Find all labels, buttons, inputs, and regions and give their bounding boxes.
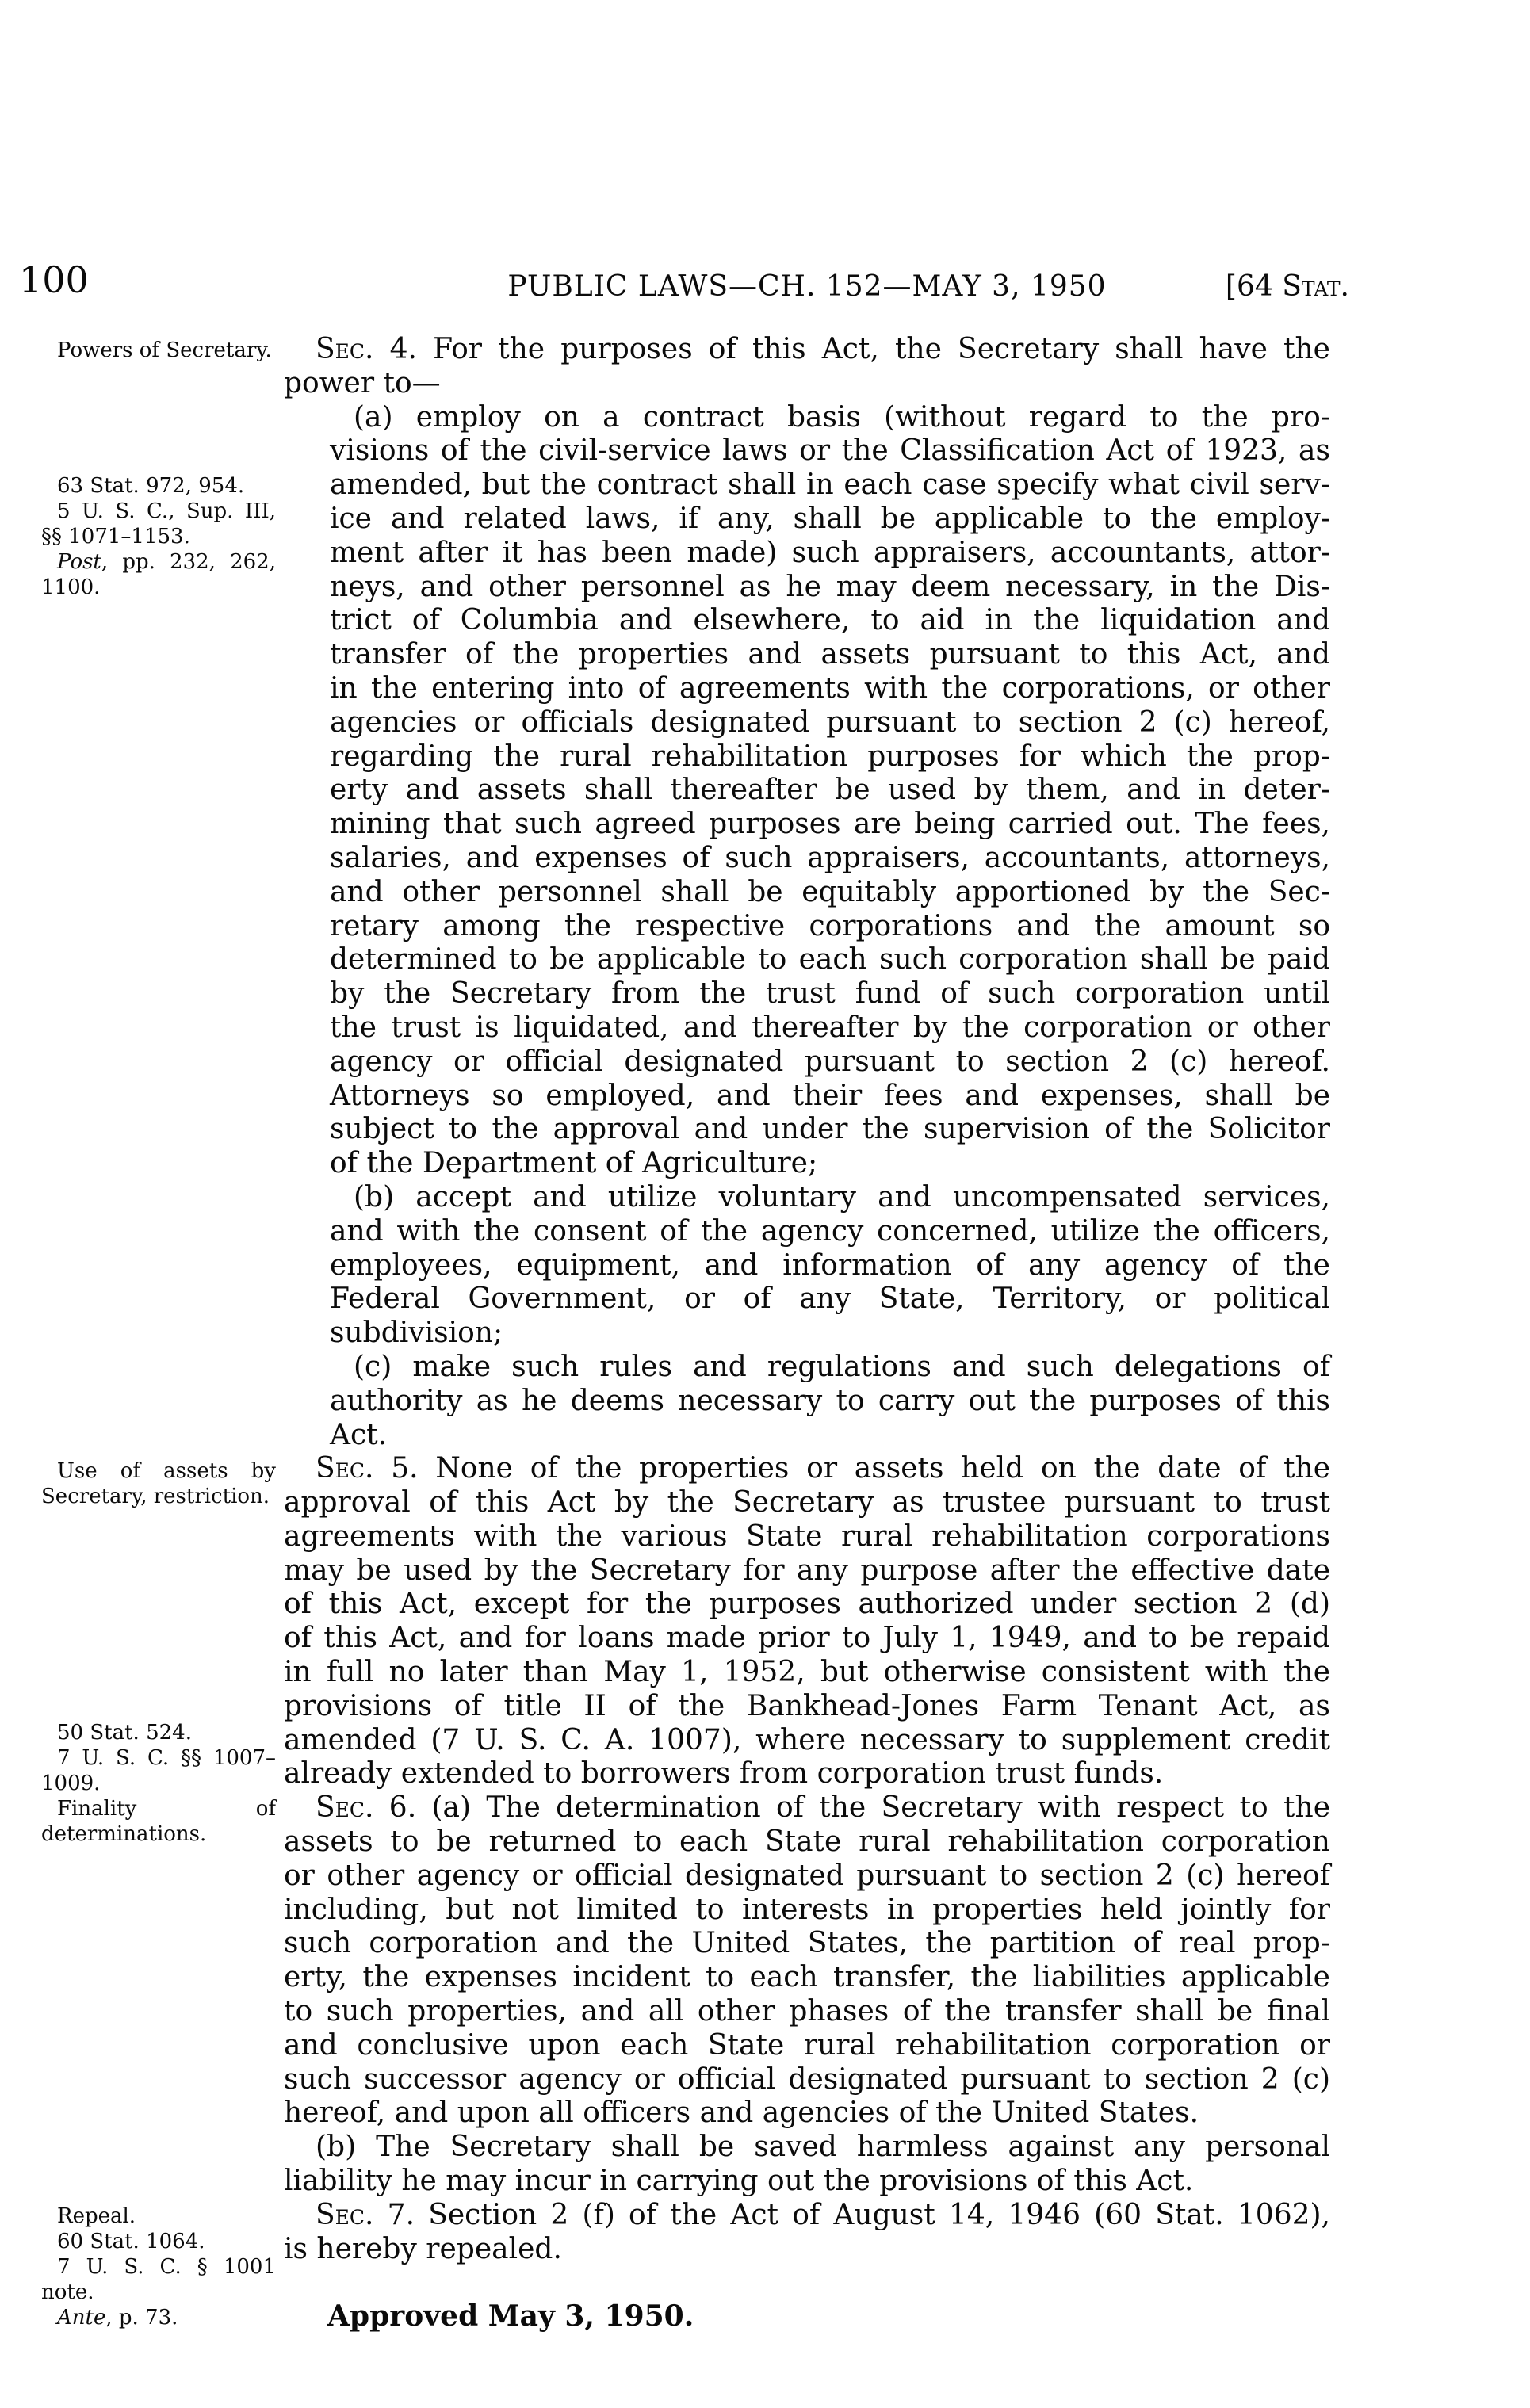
text-line: of this Act, and for loans made prior to July 1, 1949, and to be repaid — [284, 1622, 1330, 1655]
text-line: transfer of the properties and assets pursuant to this Act, and — [330, 638, 1330, 671]
text-line: employees, equipment, and information of any agency of the — [330, 1248, 1330, 1282]
text-line: determined to be applicable to each such corporation shall be paid — [330, 943, 1330, 977]
margin-note-text: 63 Stat. 972, 954. — [57, 474, 245, 498]
stat-volume-citation: [64 Stat. — [1225, 270, 1349, 303]
text-line: to such properties, and all other phases of the transfer shall be final — [284, 1995, 1330, 2028]
margin-note-paragraph — [41, 2204, 276, 2229]
margin-note-text: Repeal. — [57, 2204, 136, 2228]
section-4-clause-b — [330, 1181, 1330, 1351]
text-line: salaries, and expenses of such appraisers, accountants, attorneys, — [330, 841, 1330, 874]
margin-note-text: Finality of determinations. — [41, 1797, 276, 1846]
text-line: subject to the approval and under the supervision of the Solicitor — [330, 1113, 1330, 1146]
text-line: authority as he deems necessary to carry out the purposes of this — [330, 1384, 1330, 1417]
text-line: ment after it has been made) such appraisers, accountants, attor- — [330, 536, 1330, 569]
margin-note-text: Use of assets by Secretary, restriction. — [41, 1459, 276, 1508]
text-line: Sec. 6. (a) The determination of the Secretary with respect to the — [316, 1791, 1330, 1825]
section-label: Sec. — [316, 1452, 374, 1485]
text-line: erty, the expenses incident to each transfer, the liabilities applicable — [284, 1961, 1330, 1994]
text-line: neys, and other personnel as he may deem necessary, in the Dis- — [330, 570, 1330, 603]
text-line: by the Secretary from the trust fund of such corporation until — [330, 977, 1330, 1011]
margin-note-text: , p. 73. — [105, 2306, 178, 2330]
margin-note-lead: Ante — [57, 2306, 106, 2330]
margin-note-text: 7 U. S. C. § 1001 note. — [41, 2255, 276, 2304]
section-7 — [284, 2199, 1330, 2267]
text-line: regarding the rural rehabilitation purposes for which the prop- — [330, 740, 1330, 773]
section-4-intro — [284, 333, 1330, 401]
text-line: Sec. 7. Section 2 (f) of the Act of August 14, 1946 (60 Stat. 1062), — [316, 2198, 1330, 2231]
section-label: Sec. — [316, 333, 374, 365]
text-line: visions of the civil-service laws or the Classification Act of 1923, as — [330, 434, 1330, 468]
margin-note-paragraph — [41, 338, 276, 363]
margin-note-text: 60 Stat. 1064. — [57, 2230, 205, 2253]
text-line: in the entering into of agreements with the corporations, or other — [330, 671, 1330, 705]
section-label: Sec. — [316, 1791, 374, 1825]
text-line: such successor agency or official designated pursuant to section 2 (c) — [284, 2062, 1330, 2096]
text-line: (c) make such rules and regulations and such delegations of — [354, 1350, 1330, 1383]
text-line: power to— — [284, 366, 441, 399]
margin-note-paragraph — [41, 1720, 276, 1745]
text-line: hereof, and upon all officers and agencies of the United States. — [284, 2096, 1199, 2130]
text-line: assets to be returned to each State rural rehabilitation corporation — [284, 1825, 1330, 1859]
text-line: and with the consent of the agency concerned, utilize the officers, — [330, 1214, 1330, 1248]
margin-note-lead: Post — [57, 550, 101, 574]
text-line: agency or official designated pursuant to section 2 (c) hereof. — [330, 1045, 1330, 1078]
text-line: liability he may incur in carrying out the provisions of this Act. — [284, 2165, 1194, 2198]
margin-note-text: 7 U. S. C. §§ 1007–1009. — [41, 1746, 276, 1795]
text-line: and other personnel shall be equitably apportioned by the Sec- — [330, 875, 1330, 908]
margin-note-powers-of-secretary — [41, 338, 276, 363]
margin-note-statute-citations-sec4 — [41, 473, 276, 600]
text-line: ice and related laws, if any, shall be applicable to the employ- — [330, 502, 1330, 535]
text-line: and conclusive upon each State rural rehabilitation corporation or — [284, 2028, 1330, 2062]
section-4-clause-c — [330, 1351, 1330, 1452]
margin-note-text: Powers of Secretary. — [57, 338, 272, 362]
text-line: agreements with the various State rural rehabilitation corporations — [284, 1519, 1330, 1553]
page-number: 100 — [19, 258, 89, 301]
margin-note-use-of-assets — [41, 1458, 276, 1509]
margin-note-paragraph — [41, 2254, 276, 2305]
text-line: amended, but the contract shall in each case specify what civil serv- — [330, 468, 1330, 502]
text-line: Sec. 4. For the purposes of this Act, the Secretary shall have the — [316, 333, 1330, 365]
margin-note-repeal — [41, 2204, 276, 2330]
margin-note-paragraph — [41, 1796, 276, 1847]
text-line: of the Department of Agriculture; — [330, 1147, 818, 1180]
text-line: provisions of title II of the Bankhead-Jones Farm Tenant Act, as — [284, 1689, 1330, 1722]
text-line: trict of Columbia and elsewhere, to aid in the liquidation and — [330, 604, 1330, 637]
text-line: (a) employ on a contract basis (without regard to the pro- — [354, 400, 1330, 434]
statute-body — [284, 333, 1330, 2333]
text-line: mining that such agreed purposes are being carried out. The fees, — [330, 808, 1330, 841]
approval-line: Approved May 3, 1950. — [327, 2299, 694, 2333]
text-line: (b) The Secretary shall be saved harmless against any personal — [316, 2131, 1330, 2164]
text-line: already extended to borrowers from corporation trust funds. — [284, 1757, 1164, 1791]
section-5 — [284, 1452, 1330, 1791]
text-line: approval of this Act by the Secretary as trustee pursuant to trust — [284, 1486, 1330, 1519]
text-line: retary among the respective corporations and the amount so — [330, 909, 1330, 942]
text-line: in full no later than May 1, 1952, but otherwise consistent with the — [284, 1656, 1330, 1689]
margin-note-paragraph — [41, 1458, 276, 1509]
margin-note-text: 5 U. S. C., Sup. III, §§ 1071–1153. — [41, 499, 276, 548]
margin-note-statute-citations-sec5-and-finality — [41, 1720, 276, 1847]
text-line: amended (7 U. S. C. A. 1007), where necessary to supplement credit — [284, 1723, 1330, 1756]
text-line: erty and assets shall thereafter be used by them, and in deter- — [330, 774, 1330, 807]
running-head-title: PUBLIC LAWS—CH. 152—MAY 3, 1950 — [507, 270, 1107, 303]
text-line: subdivision; — [330, 1317, 503, 1350]
section-6-clause-a — [284, 1791, 1330, 2131]
section-6-clause-b — [284, 2131, 1330, 2199]
margin-note-paragraph — [41, 2305, 276, 2330]
margin-note-paragraph — [41, 549, 276, 600]
margin-note-paragraph — [41, 499, 276, 549]
margin-note-paragraph — [41, 2229, 276, 2254]
text-line: of this Act, except for the purposes authorized under section 2 (d) — [284, 1588, 1330, 1621]
text-line: or other agency or official designated pursuant to section 2 (c) hereof — [284, 1859, 1330, 1892]
text-line: (b) accept and utilize voluntary and uncompensated services, — [354, 1180, 1330, 1214]
text-line: such corporation and the United States, the partition of real prop- — [284, 1927, 1330, 1960]
text-line: Attorneys so employed, and their fees and expenses, shall be — [330, 1079, 1330, 1112]
margin-note-paragraph — [41, 1745, 276, 1796]
margin-note-text: , pp. 232, 262, 1100. — [41, 550, 276, 599]
section-label: Sec. — [316, 2198, 374, 2231]
text-line: Act. — [330, 1418, 388, 1451]
text-line: agencies or officials designated pursuant to section 2 (c) hereof, — [330, 705, 1330, 739]
section-4-clause-a — [330, 401, 1330, 1181]
text-line: including, but not limited to interests in properties held jointly for — [284, 1893, 1330, 1926]
text-line: the trust is liquidated, and thereafter by the corporation or other — [330, 1011, 1330, 1044]
margin-note-paragraph — [41, 473, 276, 499]
margin-note-text: 50 Stat. 524. — [57, 1721, 192, 1745]
text-line: is hereby repealed. — [284, 2232, 562, 2265]
text-line: may be used by the Secretary for any purpose after the effective date — [284, 1554, 1330, 1587]
text-line: Federal Government, or of any State, Territory, or political — [330, 1282, 1330, 1316]
text-line: Sec. 5. None of the properties or assets held on the date of the — [316, 1452, 1330, 1485]
